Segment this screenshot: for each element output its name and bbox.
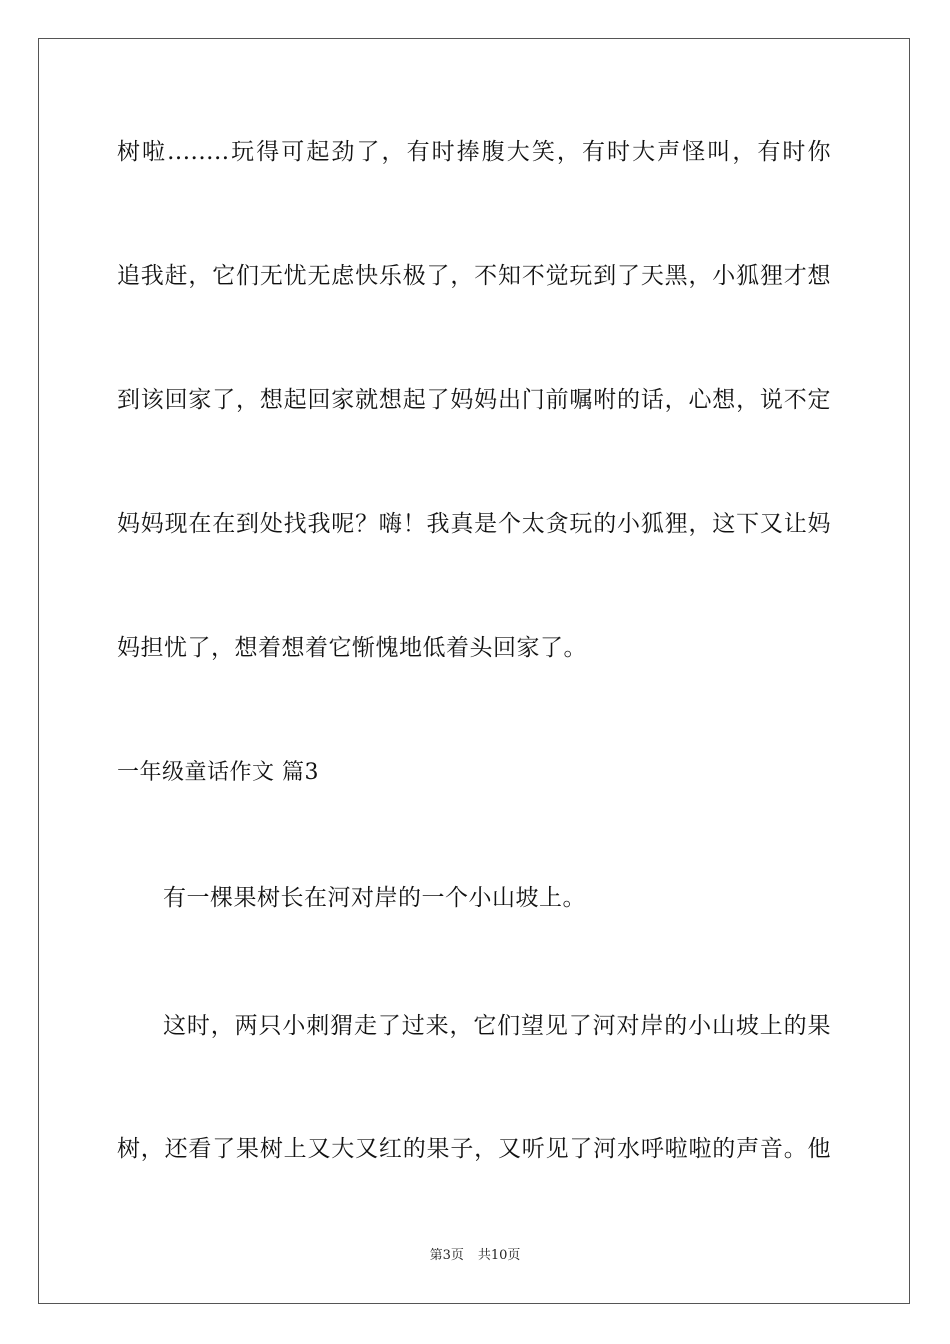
paragraph-line: 妈妈现在在到处找我呢？嗨！我真是个太贪玩的小狐狸，这下又让妈 bbox=[117, 511, 831, 537]
paragraph-line: 追我赶，它们无忧无虑快乐极了，不知不觉玩到了天黑，小狐狸才想 bbox=[117, 263, 831, 289]
story-line: 有一棵果树长在河对岸的一个小山坡上。 bbox=[163, 885, 586, 911]
paragraph-line: 妈担忧了，想着想着它惭愧地低着头回家了。 bbox=[117, 635, 587, 661]
story-line: 树，还看了果树上又大又红的果子，又听见了河水呼啦啦的声音。他 bbox=[117, 1136, 831, 1162]
paragraph-line: 到该回家了，想起回家就想起了妈妈出门前嘱咐的话，心想，说不定 bbox=[117, 387, 831, 413]
page-footer bbox=[0, 1247, 950, 1265]
page-border bbox=[38, 38, 910, 1304]
total-pages-label: 共10页 bbox=[477, 1248, 521, 1263]
story-line: 这时，两只小刺猬走了过来，它们望见了河对岸的小山坡上的果 bbox=[163, 1013, 831, 1039]
section-heading: 一年级童话作文 篇3 bbox=[117, 760, 319, 785]
paragraph-line: 树啦........玩得可起劲了，有时捧腹大笑，有时大声怪叫，有时你 bbox=[117, 139, 831, 165]
current-page-label: 第3页 bbox=[429, 1248, 464, 1263]
